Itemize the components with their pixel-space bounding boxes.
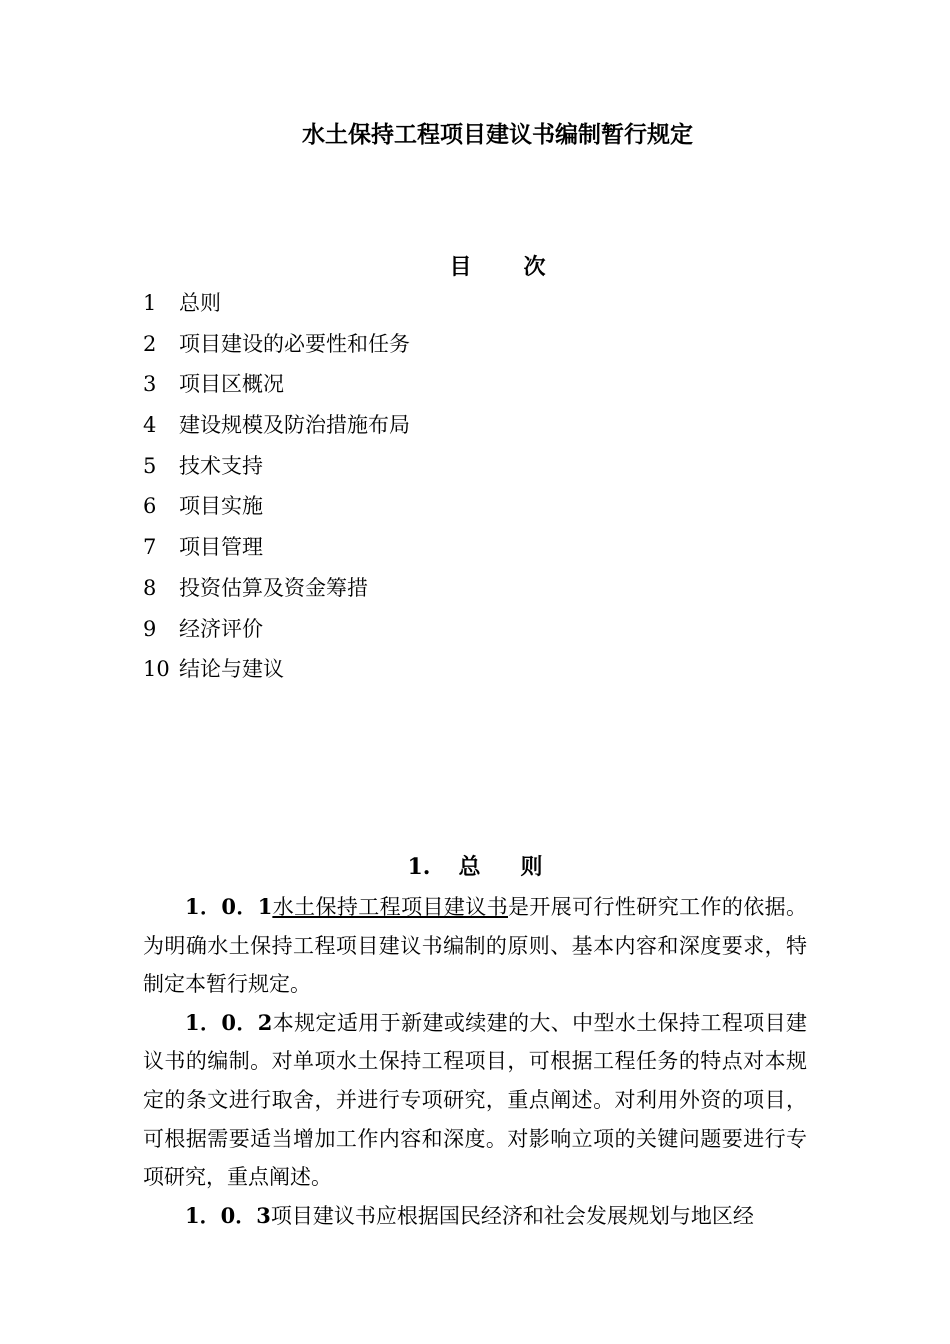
toc-heading bbox=[0, 250, 950, 281]
toc-item-number: 6 bbox=[143, 494, 157, 519]
toc-heading-right: 次 bbox=[523, 254, 546, 280]
toc-item-number: 10 bbox=[143, 657, 170, 682]
toc-item bbox=[143, 286, 410, 327]
toc-item-label: 总则 bbox=[179, 291, 221, 315]
clause-number: 1．0．3 bbox=[185, 1202, 271, 1228]
toc-item-label: 技术支持 bbox=[179, 453, 263, 478]
toc-item-label: 经济评价 bbox=[179, 616, 263, 641]
paragraph-text: 项目建议书应根据国民经济和社会发展规划与地区经 bbox=[270, 1203, 754, 1228]
underlined-term: 水土保持工程项目建议书 bbox=[272, 895, 508, 919]
toc-item-number: 9 bbox=[143, 616, 157, 641]
document-title: 水土保持工程项目建议书编制暂行规定 bbox=[302, 121, 693, 148]
toc-item-label: 项目实施 bbox=[179, 494, 263, 519]
toc-list bbox=[143, 286, 410, 693]
toc-item bbox=[143, 530, 410, 571]
toc-item-label: 结论与建议 bbox=[179, 657, 284, 682]
paragraph-text: 本规定适用于新建或续建的大、中型水土保持工程项目建议书的编制。对单项水土保持工程项目，可根据工程任务的特点对本规定的条文进行取舍，并进行专项研究，重点阐述。对利用外资的项目，可根据需要适当增加工作内容和深度。对影响立项的关键问题要进行专项研究，重点阐述。 bbox=[143, 1010, 807, 1190]
toc-item-number: 5 bbox=[143, 453, 157, 478]
clause-number: 1．0．1 bbox=[185, 894, 273, 919]
toc-item bbox=[143, 489, 410, 530]
section-body bbox=[143, 888, 807, 1235]
toc-item bbox=[143, 408, 410, 449]
toc-item-label: 投资估算及资金筹措 bbox=[179, 575, 368, 600]
toc-item bbox=[143, 367, 410, 408]
section-heading-b: 则 bbox=[520, 854, 543, 880]
paragraph-text: 是开展可行性研究工作的依据。为明确水土保持工程项目建议书编制的原则、基本内容和深度要求，特制定本暂行规定。 bbox=[143, 895, 807, 997]
paragraph bbox=[143, 1004, 807, 1197]
section-number: 1. bbox=[407, 854, 431, 880]
toc-item-number: 1 bbox=[143, 291, 157, 315]
toc-item bbox=[143, 652, 410, 693]
toc-item-number: 8 bbox=[143, 575, 157, 600]
toc-item bbox=[143, 327, 410, 368]
paragraph bbox=[143, 1197, 807, 1236]
toc-item bbox=[143, 571, 410, 612]
toc-item-label: 建设规模及防治措施布局 bbox=[179, 413, 410, 438]
toc-item-label: 项目管理 bbox=[179, 535, 263, 560]
section-heading bbox=[0, 850, 950, 881]
toc-item bbox=[143, 449, 410, 490]
toc-item-label: 项目建设的必要性和任务 bbox=[179, 331, 410, 356]
toc-heading-left: 目 bbox=[449, 254, 472, 280]
toc-item-number: 7 bbox=[143, 535, 157, 560]
toc-item-number: 4 bbox=[143, 413, 157, 438]
toc-item-number: 2 bbox=[143, 331, 157, 356]
toc-item-number: 3 bbox=[143, 372, 157, 397]
section-heading-a: 总 bbox=[458, 854, 481, 880]
clause-number: 1．0．2 bbox=[185, 1009, 273, 1035]
toc-item bbox=[143, 612, 410, 653]
toc-item-label: 项目区概况 bbox=[179, 372, 284, 397]
paragraph bbox=[143, 888, 807, 1004]
